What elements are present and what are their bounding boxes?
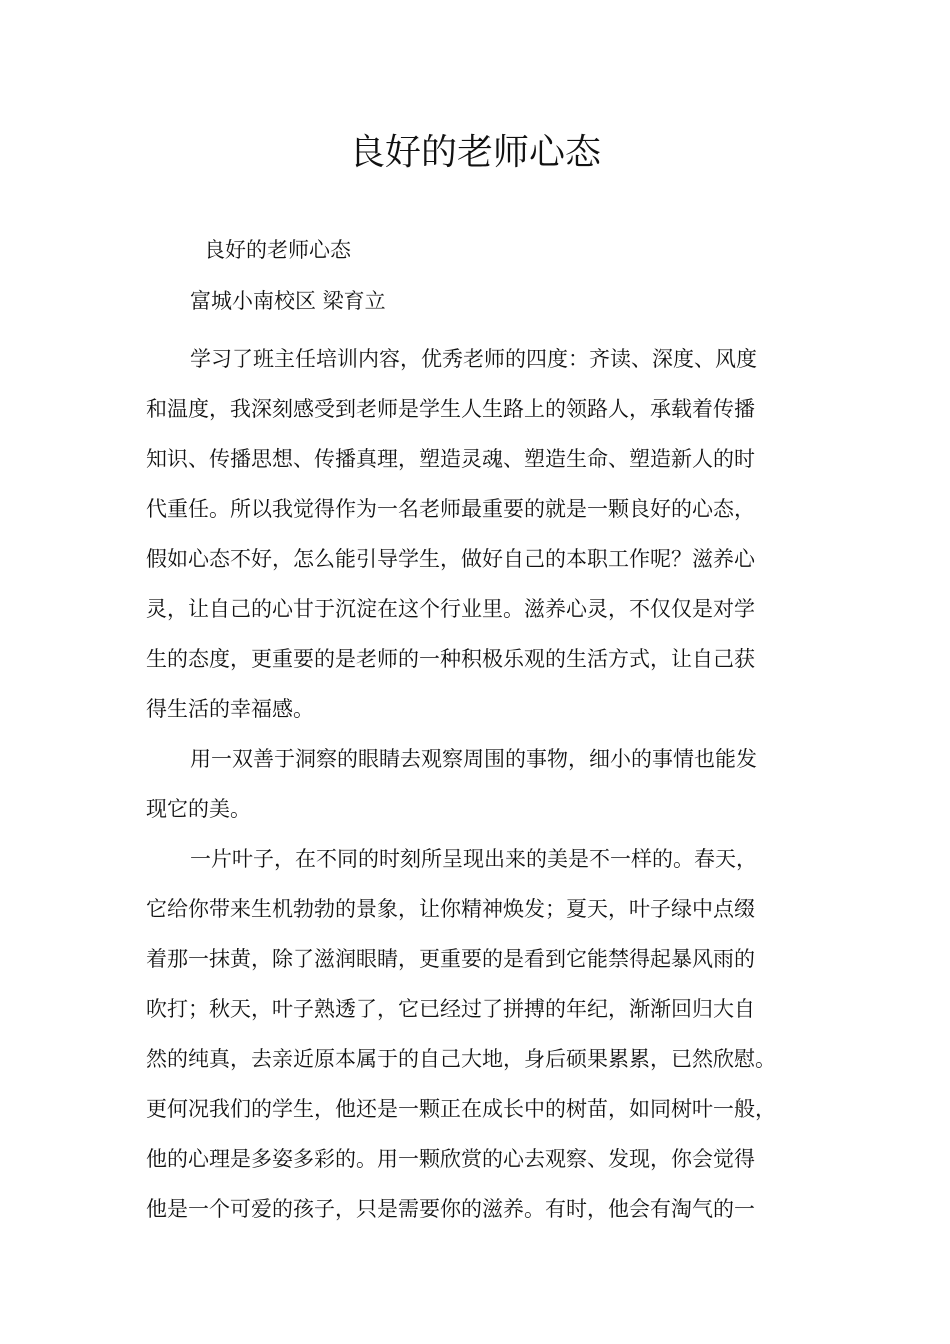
paragraph-line: 代重任。所以我觉得作为一名老师最重要的就是一颗良好的心态， [146, 497, 755, 521]
document-subtitle: 良好的老师心态 [204, 238, 351, 262]
document-title: 良好的老师心态 [348, 132, 601, 173]
author-line: 富城小南校区 梁育立 [190, 289, 386, 313]
paragraph-line: 它给你带来生机勃勃的景象，让你精神焕发；夏天，叶子绿中点缀 [146, 897, 755, 921]
paragraph-line: 他的心理是多姿多彩的。用一颗欣赏的心去观察、发现，你会觉得 [146, 1147, 755, 1171]
paragraph-line: 假如心态不好，怎么能引导学生，做好自己的本职工作呢？滋养心 [146, 547, 755, 571]
paragraph-line: 灵，让自己的心甘于沉淀在这个行业里。滋养心灵，不仅仅是对学 [146, 597, 755, 621]
paragraph-line: 学习了班主任培训内容，优秀老师的四度：齐读、深度、风度 [190, 347, 757, 371]
paragraph-2 [146, 734, 830, 834]
document-body [146, 334, 830, 1234]
paragraph-1 [146, 334, 830, 734]
paragraph-line: 一片叶子，在不同的时刻所呈现出来的美是不一样的。春天， [190, 847, 757, 871]
paragraph-3 [146, 834, 830, 1234]
paragraph-line: 他是一个可爱的孩子，只是需要你的滋养。有时，他会有淘气的一 [146, 1197, 755, 1221]
paragraph-line: 吹打；秋天，叶子熟透了，它已经过了拼搏的年纪，渐渐回归大自 [146, 997, 755, 1021]
paragraph-line: 用一双善于洞察的眼睛去观察周围的事物，细小的事情也能发 [190, 747, 757, 771]
paragraph-line: 和温度，我深刻感受到老师是学生人生路上的领路人，承载着传播 [146, 397, 755, 421]
paragraph-line: 知识、传播思想、传播真理，塑造灵魂、塑造生命、塑造新人的时 [146, 447, 755, 471]
paragraph-line: 生的态度，更重要的是老师的一种积极乐观的生活方式，让自己获 [146, 647, 755, 671]
paragraph-line: 得生活的幸福感。 [146, 697, 314, 721]
paragraph-line: 着那一抹黄，除了滋润眼睛，更重要的是看到它能禁得起暴风雨的 [146, 947, 755, 971]
paragraph-line: 然的纯真，去亲近原本属于的自己大地，身后硕果累累，已然欣慰。 [146, 1047, 776, 1071]
paragraph-line: 现它的美。 [146, 797, 251, 821]
paragraph-line: 更何况我们的学生，他还是一颗正在成长中的树苗，如同树叶一般， [146, 1097, 776, 1121]
